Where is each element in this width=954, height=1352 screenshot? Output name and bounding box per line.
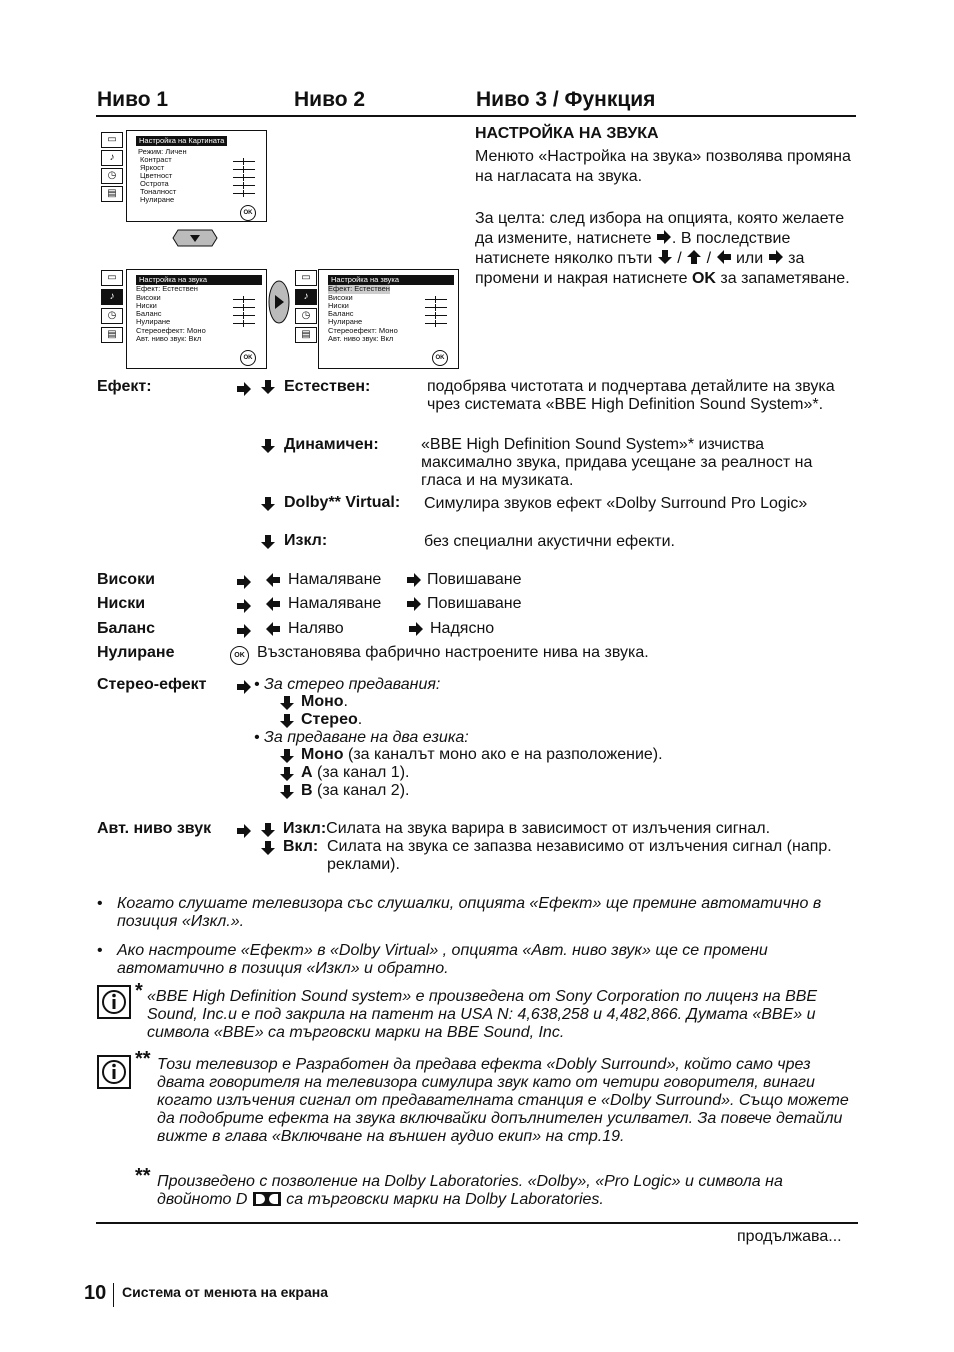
arrow-up-icon — [686, 249, 702, 265]
arrow-right-icon — [656, 229, 672, 245]
joystick-right-icon — [268, 280, 290, 324]
picture-menu-title: Настройка на Картината — [136, 136, 227, 146]
arrow-down-icon — [260, 379, 276, 395]
bullet-text: Ако настроите «Ефект» в «Dolby Virtual» , опцията «Авт. ниво звук» ще се промени автоматично в позиция «Изкл» и обратно. — [117, 942, 768, 977]
instr-text: за промени и накрая натиснете — [475, 250, 805, 287]
arrow-left-icon — [716, 249, 732, 265]
toolbox-icon: ▤ — [101, 186, 123, 202]
clock-icon: ◷ — [295, 308, 317, 324]
note-icon: ♪ — [101, 289, 123, 305]
effect-off-text: без специални акустични ефекти. — [424, 533, 675, 550]
slider — [233, 307, 255, 308]
note-icon: ♪ — [101, 150, 123, 166]
clock-icon: ◷ — [101, 168, 123, 184]
arrow-right-icon — [236, 574, 252, 590]
slider — [425, 307, 447, 308]
menu-line: Ниски — [328, 301, 349, 310]
avl-off-row — [283, 820, 770, 838]
page-number: 10 — [84, 1282, 107, 1304]
tv-icon: ▭ — [101, 270, 123, 286]
down-button-icon — [172, 229, 218, 247]
note3-text-b: са търговски марки на Dolby Laboratories. — [286, 1191, 604, 1208]
note3-mark: ** — [135, 1165, 151, 1187]
instr-text: За целта: след избора на опцията, която желаете да измените, натиснете — [475, 210, 845, 247]
arrow-down-icon — [657, 249, 673, 265]
right-text: Надясно — [430, 620, 495, 637]
footer-rule — [96, 1222, 858, 1224]
effect-natural-label: Естествен: — [284, 378, 371, 395]
picture-menu-box — [126, 130, 267, 222]
arrow-down-icon — [279, 784, 295, 800]
avl-on-label: Вкл: — [283, 838, 319, 855]
menu-line: Високи — [136, 293, 161, 302]
header-rule — [96, 115, 856, 117]
opt-note: (за каналът моно ако е на разположение). — [348, 746, 663, 763]
menu-line: Ниски — [136, 301, 157, 310]
menu-line: Авт. ниво звук: Вкл — [328, 334, 394, 343]
slider — [233, 161, 255, 162]
left-text: Наляво — [288, 620, 344, 637]
effect-dynamic-label: Динамичен: — [284, 436, 379, 453]
slider — [233, 315, 255, 316]
slider — [233, 323, 255, 324]
stereo-opt-mono: Моно. — [301, 693, 348, 710]
toolbox-icon: ▤ — [101, 327, 123, 343]
avl-label: Авт. ниво звук — [97, 820, 212, 837]
arrow-right-icon — [406, 572, 422, 588]
arrow-down-icon — [260, 438, 276, 454]
arrow-down-icon — [279, 748, 295, 764]
arrow-down-icon — [279, 695, 295, 711]
sound-menu-title: Настройка на звука — [328, 275, 454, 285]
instr-text: / — [677, 250, 682, 267]
increase-text: Повишаване — [427, 571, 522, 588]
reset-label: Нулиране — [97, 644, 175, 661]
instr-text: / — [706, 250, 712, 267]
toolbox-icon: ▤ — [295, 327, 317, 343]
opt-text: Моно — [301, 746, 344, 763]
decrease-text: Намаляване — [288, 595, 382, 612]
ok-icon: OK — [240, 350, 256, 366]
slider — [233, 185, 255, 186]
note-icon: ♪ — [295, 289, 317, 305]
level2-heading: Ниво 2 — [294, 88, 366, 111]
footer-divider — [113, 1283, 114, 1307]
avl-on-text — [327, 838, 852, 874]
tv-icon: ▭ — [101, 132, 123, 148]
menu-line: Авт. ниво звук: Вкл — [136, 334, 202, 343]
info-icon — [97, 1055, 131, 1089]
opt-text: B — [301, 782, 313, 799]
menu-line: Баланс — [136, 309, 162, 318]
menu-line: Тоналност — [140, 187, 177, 196]
bullet-1: • Когато слушате телевизора със слушалки, опцията «Ефект» ще премине автоматично в позиция «Изкл.». — [97, 895, 857, 931]
sound-menu-box — [126, 269, 267, 369]
treble-label: Високи — [97, 571, 155, 588]
arrow-left-icon — [265, 621, 281, 637]
effect-dolby-label: Dolby** Virtual: — [284, 494, 401, 511]
stereo-case1: • За стерео предавания: — [254, 676, 441, 693]
bullet-2: • Ако настроите «Ефект» в «Dolby Virtual» , опцията «Авт. ниво звук» ще се промени автоматично в позиция «Изкл» и обратно. — [97, 942, 857, 978]
dolby-double-d-logo — [252, 1191, 282, 1207]
stereo-opt-b — [301, 782, 409, 800]
arrow-right-icon — [236, 598, 252, 614]
reset-text: Възстановява фабрично настроените нива на звука. — [257, 644, 649, 661]
section-title: Система от менюта на екрана — [122, 1284, 329, 1300]
arrow-down-icon — [279, 766, 295, 782]
ok-key: OK — [691, 270, 716, 287]
effect-dynamic-text: «BBE High Definition Sound System»* изчиства максимално звука, придава усещане за реалност на гласа и на музиката. — [421, 436, 813, 489]
level1-heading: Ниво 1 — [97, 88, 169, 111]
menu-line: Стереоефект: Моно — [136, 326, 206, 335]
stereo-case2: • За предаване на два езика: — [254, 729, 469, 746]
continues-text: продължава... — [737, 1228, 842, 1245]
intro-paragraph: Менюто «Настройка на звука» позволява промяна на нагласата на звука. — [475, 148, 851, 185]
case2-text: За предаване на два езика: — [264, 729, 469, 746]
effect-natural-text: подобрява чистотата и подчертава детайлите на звука чрез системата «BBE High Definition Sound System»*. — [427, 378, 835, 413]
ok-button-icon: OK — [230, 646, 249, 665]
arrow-right-icon — [236, 679, 252, 695]
ok-icon: OK — [240, 205, 256, 221]
menu-line: Яркост — [140, 163, 165, 172]
effect-dolby-text: Симулира звуков ефект «Dolby Surround Pro Logic» — [424, 495, 808, 512]
slider — [425, 299, 447, 300]
arrow-right-icon — [236, 623, 252, 639]
menu-line: Острота — [140, 179, 169, 188]
arrow-left-icon — [265, 596, 281, 612]
opt-note: (за канал 2). — [317, 782, 410, 799]
menu-line: Режим: Личен — [138, 147, 187, 156]
section-heading: НАСТРОЙКА НА ЗВУКА — [475, 125, 659, 142]
sound-menu-box-selected — [318, 269, 459, 369]
arrow-right-icon — [406, 596, 422, 612]
slider — [233, 299, 255, 300]
stereo-opt-mono2 — [301, 746, 663, 764]
note2-mark: ** — [135, 1048, 151, 1070]
slider — [425, 315, 447, 316]
menu-line: Високи — [328, 293, 353, 302]
note1-mark: * — [135, 980, 143, 1002]
ok-icon: OK — [432, 350, 448, 366]
arrow-down-icon — [279, 713, 295, 729]
effect-label: Ефект: — [97, 378, 152, 395]
stereo-opt-a — [301, 764, 409, 782]
menu-line: Стереоефект: Моно — [328, 326, 398, 335]
decrease-text: Намаляване — [288, 571, 382, 588]
note-3 — [157, 1173, 857, 1209]
sound-menu-title: Настройка на звука — [136, 275, 262, 285]
note-2: Този телевизор е Разработен да предава ефекта «Dobly Surround», който само чрез двата говорителя на телевизора симулира звук като от четири говорителя, винаги когато излъчения сигнал от предавателната станция е «Dolby Surround». Също можете да подобрите ефекта на звука включвайки допълнителен усилвател. За повече детайли вижте в глава «Включване на външен аудио екип» на стр.19. — [157, 1056, 849, 1145]
arrow-right-icon — [408, 621, 424, 637]
balance-label: Баланс — [97, 620, 156, 637]
opt-text: Стерео — [301, 711, 358, 728]
arrow-down-icon — [260, 496, 276, 512]
avl-on-text-span: Силата на звука се запазва независимо от излъчения сигнал (напр. реклами). — [327, 838, 832, 873]
instructions-paragraph — [475, 209, 855, 289]
arrow-down-icon — [260, 822, 276, 838]
note3-text-a: Произведено с позволение на Dolby Laboratories. «Dolby», «Pro Logic» и символа на двойното D — [157, 1173, 783, 1208]
arrow-left-icon — [265, 572, 281, 588]
menu-line: Баланс — [328, 309, 354, 318]
instr-text: . В последствие натиснете няколко пъти — [475, 230, 791, 267]
avl-off-text: Силата на звука варира в зависимост от излъчения сигнал. — [326, 820, 771, 837]
slider — [233, 169, 255, 170]
slider — [233, 193, 255, 194]
bullet-text: Когато слушате телевизора със слушалки, опцията «Ефект» ще премине автоматично в позиция «Изкл.». — [117, 895, 822, 930]
level3-heading: Ниво 3 / Функция — [476, 88, 656, 111]
menu-line: Цветност — [140, 171, 173, 180]
opt-text: A — [301, 764, 313, 781]
menu-line: Нулиране — [328, 317, 363, 326]
menu-line-selected: Ефект: Естествен — [328, 284, 390, 293]
instr-text: или — [735, 250, 764, 267]
arrow-down-icon — [260, 840, 276, 856]
menu-line: Ефект: Естествен — [136, 284, 198, 293]
stereo-opt-stereo: Стерео. — [301, 711, 363, 728]
menu-line: Нулиране — [140, 195, 175, 204]
info-icon — [97, 985, 131, 1019]
menu-line: Контраст — [140, 155, 172, 164]
slider — [233, 177, 255, 178]
menu-line: Нулиране — [136, 317, 171, 326]
note-1: «BBE High Definition Sound system» е произведена от Sony Corporation по лиценз на BBE Sound, Inc.и е под закрила на патент на USA N: 4,638,258 и 4,482,866. Думата «BBE» и символа «BBE» са търговски марки на BBE Sound, Inc. — [147, 988, 818, 1041]
slider — [425, 323, 447, 324]
stereo-label: Стерео-ефект — [97, 676, 207, 693]
arrow-down-icon — [260, 534, 276, 550]
arrow-right-icon — [768, 249, 784, 265]
bass-label: Ниски — [97, 595, 146, 612]
case1-text: За стерео предавания: — [264, 676, 441, 693]
opt-note: (за канал 1). — [317, 764, 410, 781]
opt-text: Моно — [301, 693, 344, 710]
instr-text: за запаметяване. — [720, 270, 850, 287]
arrow-right-icon — [236, 823, 252, 839]
arrow-right-icon — [236, 381, 252, 397]
effect-off-label: Изкл: — [284, 532, 328, 549]
clock-icon: ◷ — [101, 308, 123, 324]
tv-icon: ▭ — [295, 270, 317, 286]
increase-text: Повишаване — [427, 595, 522, 612]
avl-off-label: Изкл: — [283, 820, 327, 837]
